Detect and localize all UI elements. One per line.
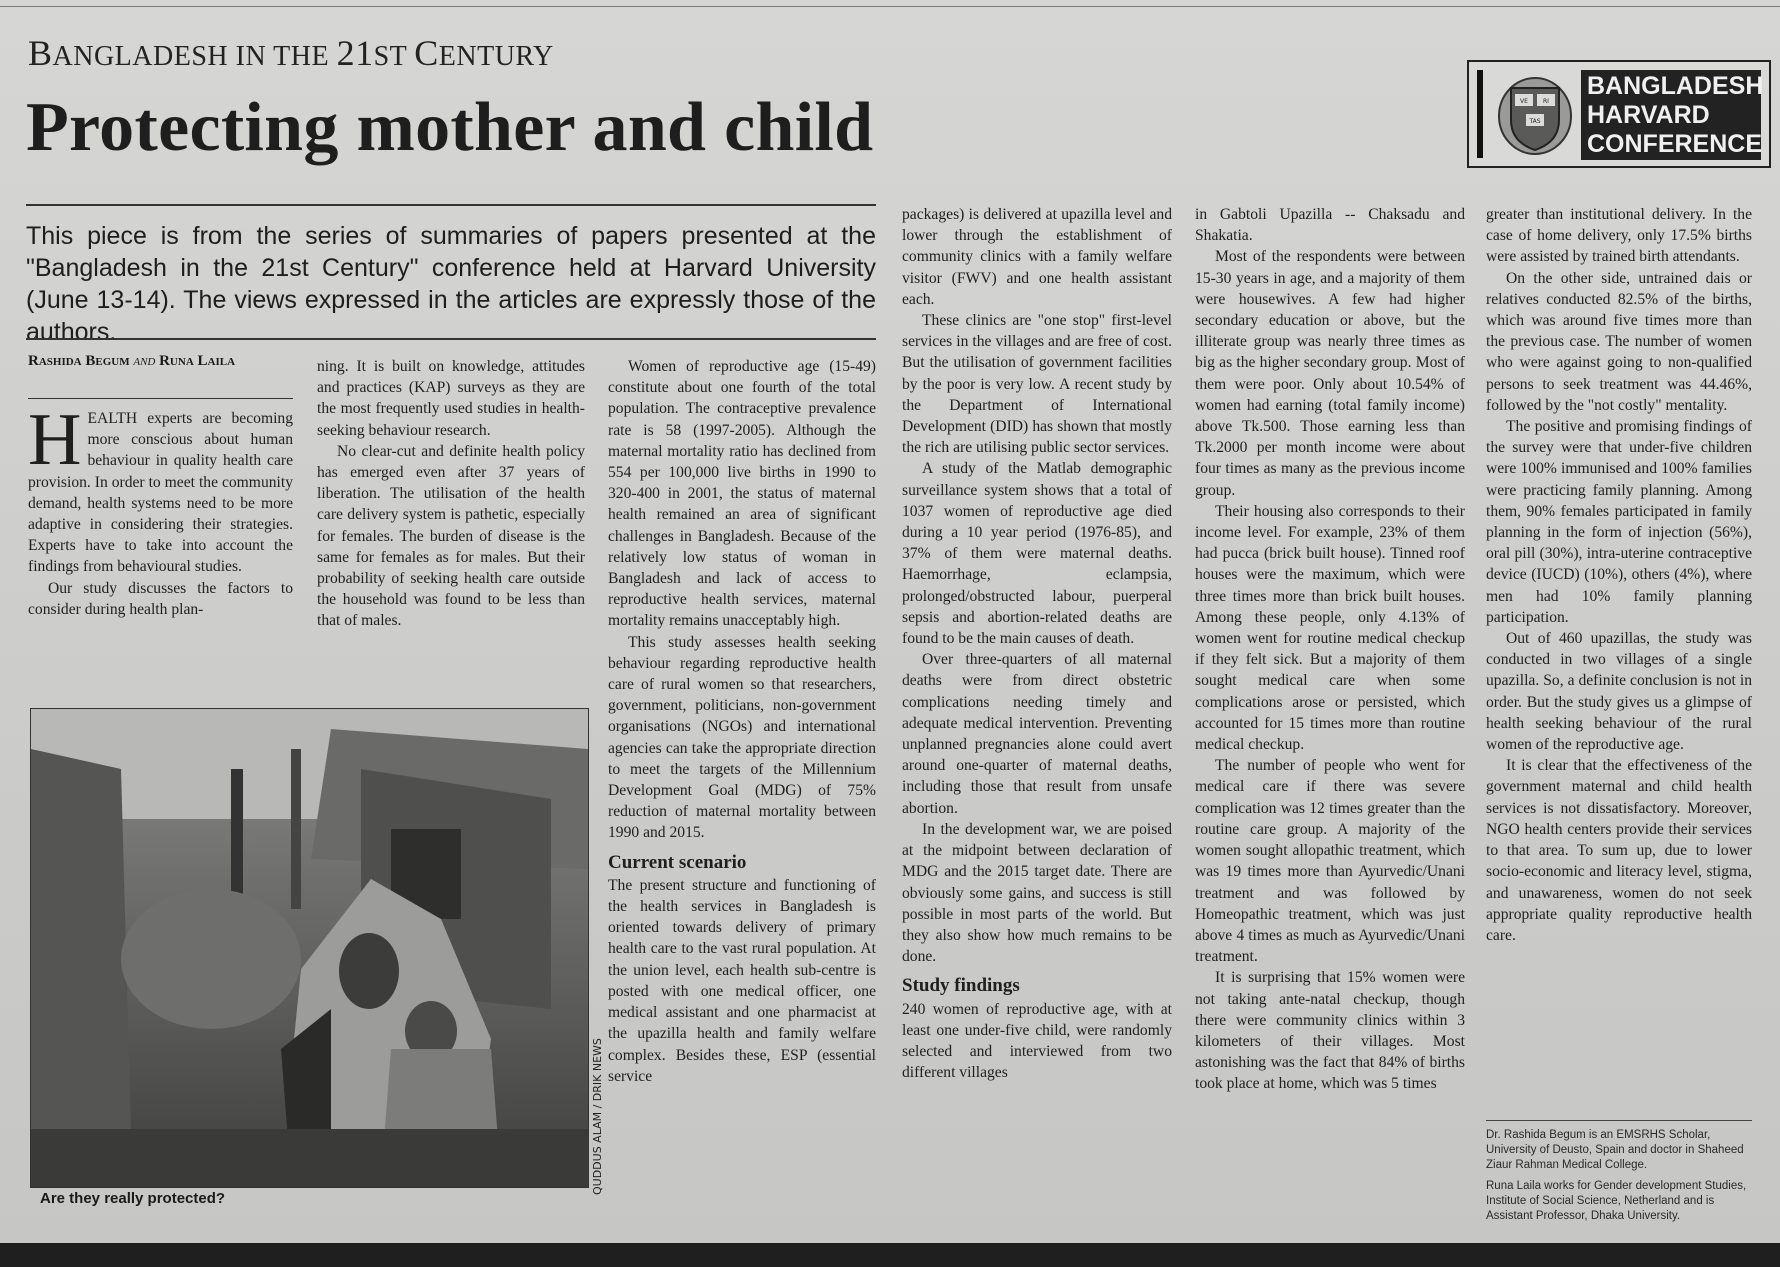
intro-standfirst: This piece is from the series of summaries of papers presented at the "Bangladesh in the 21st Century" conference held at Harvard University (June 13-14). The views expressed in the articles are expressly those of the authors.: [26, 222, 876, 346]
col1-para-2: Our study discusses the factors to consider during health plan-: [28, 579, 293, 618]
crest-text-right: RI: [1543, 98, 1549, 105]
author-2: Runa Laila: [159, 353, 236, 369]
article-photo: [30, 708, 589, 1188]
column-4: [902, 204, 1172, 1083]
col4-para-6: 240 women of reproductive age, with at least one under-five child, were randomly selected and interviewed from two different villages: [902, 1000, 1172, 1082]
col6-para-2: On the other side, untrained dais or relatives conducted 82.5% of the births, which was around five times more than the previous case. The number of women who were against going to non-qualified persons to seek treatment was 44.46%, followed by the "not costly" mentality.: [1486, 269, 1752, 414]
byline: [28, 352, 293, 370]
photo-credit-text: QUDDUS ALAM / DRIK NEWS: [591, 1038, 604, 1195]
intro-top-rule: [26, 204, 876, 206]
logo-line-3: CONFERENCE: [1587, 130, 1763, 158]
col6-para-1: greater than institutional delivery. In the case of home delivery, only 17.5% births were assisted by trained birth attendants.: [1486, 206, 1752, 266]
col3-para-2: This study assesses health seeking behaviour regarding reproductive health care of rural women so that researchers, government, politicians, non-government organisations (NGOs) and international agencies can take the appropriate direction to meet the targets of the Millennium Development Goal (MDG) of 75% reduction of maternal mortality between 1990 and 2015.: [608, 633, 876, 842]
top-rule: [0, 6, 1780, 7]
col3-para-3: The present structure and functioning of the health services in Bangladesh is oriented towards delivery of primary health care to the vast rural population. At the union level, each health sub-centre is posted with one medical officer, one medical assistant and one pharmacist at the upazilla health and family welfare complex. Besides these, ESP (essential service: [608, 876, 876, 1085]
kicker-text-2: ENTURY: [438, 41, 554, 72]
kicker-text: ANGLADESH IN THE: [52, 41, 337, 72]
photo-credit: [588, 1010, 606, 1200]
subhead-current-scenario: Current scenario: [608, 851, 747, 873]
bio-rule: [1486, 1120, 1752, 1121]
col6-para-5: It is clear that the effectiveness of the government maternal and child health services is not dissatisfactory. Moreover, NGO health centers provide their services to that area. To sum up, due to lower socio-economic and literacy level, stigma, and unawareness, women do not seek appropriate quality reproductive health care.: [1486, 757, 1752, 944]
harvard-crest-icon: [1495, 72, 1575, 156]
mother-child-photo-image: [31, 709, 588, 1187]
crest-text-mid: TAS: [1529, 118, 1541, 125]
col4-para-1: packages) is delivered at upazilla level and lower through the establishment of community clinics with a family welfare visitor (FWV) and one health assistant each.: [902, 206, 1172, 308]
col5-para-2: Most of the respondents were between 15-30 years in age, and a majority of them were housewives. A few had higher secondary education or above, but the illiterate group was nearly three times as big as the higher secondary group. Most of them were poor. Only about 10.54% of women had earning (total family income) above Tk.500. Those earning less than Tk.2000 per month income were about four times as many as the previous income group.: [1195, 248, 1465, 499]
col1-text-1: EALTH experts are becoming more conscious about human behaviour in quality health care provision. In order to meet the community demand, health systems need to be more adaptive in considering their strategies. Experts have to take into account the findings from behavioural studies.: [28, 410, 293, 576]
kicker-c: C: [414, 33, 439, 73]
logo-line-1: BANGLADESH: [1587, 72, 1764, 100]
logo-line-2: HARVARD: [1587, 101, 1710, 129]
intro-bottom-rule: [26, 338, 876, 340]
bottom-edge-shadow: [0, 1243, 1780, 1267]
kicker-number: 21: [336, 33, 374, 73]
column-6: [1486, 204, 1752, 946]
photo-caption: Are they really protected?: [40, 1190, 226, 1207]
column-1: [28, 399, 293, 620]
col6-para-4: Out of 460 upazillas, the study was conducted in two villages of a single upazilla. So, a definite conclusion is not in order. But the study gives us a glimpse of health seeking behaviour of the rural women of the reproductive age.: [1486, 630, 1752, 754]
col5-para-1: in Gabtoli Upazilla -- Chaksadu and Shakatia.: [1195, 206, 1465, 245]
col4-para-3: A study of the Matlab demographic surveillance system shows that a total of 1037 women of reproductive age died during a 10 year period (1976-85), and 37% of them were maternal deaths. Haemorrhage, eclampsia, prolonged/obstructed labour, puerperal sepsis and abortion-related deaths are found to be the main causes of death.: [902, 460, 1172, 648]
conference-logo: [1467, 60, 1771, 168]
col3-para-1: Women of reproductive age (15-49) constitute about one fourth of the total population. The contraceptive prevalence rate is 58 (1997-2005). Although the maternal mortality ratio has declined from 554 per 100,000 live births in 1990 to 320-400 in 2001, the status of maternal health remained an area of significant challenges in Bangladesh. Because of the relatively low status of woman in Bangladesh and lack of access to reproductive health services, maternal mortality remains unacceptably high.: [608, 358, 876, 630]
logo-text: [1581, 70, 1764, 160]
logo-bar: [1477, 70, 1483, 158]
bio-1: Dr. Rashida Begum is an EMSRHS Scholar, University of Deusto, Spain and doctor in Shaheed Ziaur Rahman Medical College.: [1486, 1129, 1744, 1171]
column-3: [608, 356, 876, 1087]
bio-2: Runa Laila works for Gender development Studies, Institute of Social Science, Netherland and is Assistant Professor, Dhaka University.: [1486, 1180, 1747, 1222]
kicker-initial: B: [28, 33, 53, 73]
crest-text-left: VE: [1520, 98, 1528, 105]
column-5: [1195, 204, 1465, 1095]
subhead-study-findings: Study findings: [902, 975, 1020, 997]
author-1: Rashida Begum: [28, 353, 130, 369]
headline: Protecting mother and child: [26, 89, 874, 166]
section-kicker: [28, 32, 554, 74]
col1-para-1: [28, 399, 293, 578]
byline-and: and: [133, 353, 156, 369]
kicker-suffix: ST: [373, 41, 415, 72]
column-2: [317, 356, 585, 632]
col2-para-2: No clear-cut and definite health policy has emerged even after 37 years of liberation. The utilisation of the health care delivery system is pathetic, especially for females. The burden of disease is the same for females as for males. But their probability of seeking health care outside the household was found to be less than that of males.: [317, 442, 585, 630]
col4-para-4: Over three-quarters of all maternal deaths were from direct obstetric complications needing timely and adequate medical intervention. Preventing unplanned pregnancies alone could avert around one-quarter of maternal deaths, including those that result from unsafe abortion.: [902, 651, 1172, 817]
col5-para-3: Their housing also corresponds to their income level. For example, 23% of them had pucca (brick built house). Tinned roof houses were the maximum, which were three times more than brick built houses. Among these people, only 4.13% of women went for routine medical checkup if they felt sick. But a majority of them sought medical care when some complications arose or persisted, which accounted for 15 times more than routine medical checkup.: [1195, 502, 1465, 754]
col5-para-4: The number of people who went for medical care if there was severe complication was 12 times greater than the routine care group. A majority of the women sought allopathic treatment, which was 19 times more than Ayurvedic/Unani treatment and was followed by Homeopathic treatment, which was just above 4 times as much as Ayurvedic/Unani treatment.: [1195, 757, 1465, 966]
author-bios: [1486, 1128, 1752, 1230]
drop-cap: H: [28, 399, 82, 481]
col6-para-3: The positive and promising findings of the survey were that under-five children were 100% immunised and 100% families were practicing family planning. Among them, 90% females participated in family planning in the form of injection (56%), oral pill (30%), intra-uterine contraceptive device (IUCD) (10%), others (4%), where men had 10% family planning participation.: [1486, 418, 1752, 626]
col5-para-5: It is surprising that 15% women were not taking ante-natal checkup, though there were community clinics within 3 kilometers of their villages. Most astonishing was the fact that 84% of births took place at home, which was 5 times: [1195, 969, 1465, 1093]
col4-para-5: In the development war, we are poised at the midpoint between declaration of MDG and the 2015 target date. There are obviously some gains, and success is still possible in most parts of the world. But they also show how much remains to be done.: [902, 820, 1172, 966]
col4-para-2: These clinics are "one stop" first-level services in the villages and are free of cost. But the utilisation of government facilities by the poor is very low. A recent study by the Department of International Development (DID) has shown that mostly the rich are utilising public sector services.: [902, 312, 1172, 457]
col2-para-1: ning. It is built on knowledge, attitudes and practices (KAP) surveys as they are the most frequently used studies in health-seeking behaviour research.: [317, 358, 585, 439]
